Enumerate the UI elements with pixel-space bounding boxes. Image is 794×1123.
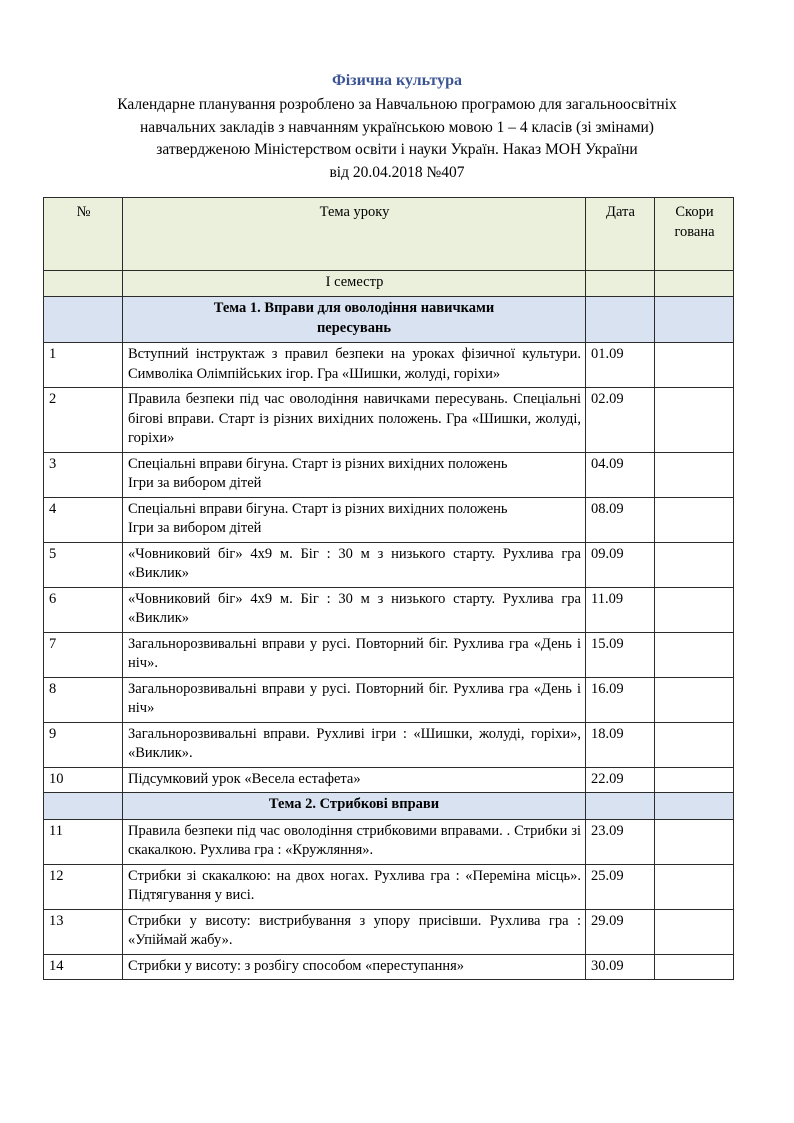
table-row bbox=[44, 909, 734, 954]
topic1-label bbox=[123, 297, 586, 343]
topic-band-row-1 bbox=[44, 297, 734, 343]
subtitle-line-2: навчальних закладів з навчанням українською мовою 1 – 4 класів (зі змінами) bbox=[140, 118, 654, 136]
row-corrected[interactable] bbox=[655, 542, 734, 587]
table-row bbox=[44, 343, 734, 388]
row-corrected[interactable] bbox=[655, 722, 734, 767]
document-subtitle bbox=[56, 94, 738, 184]
table-row bbox=[44, 819, 734, 864]
row-number: 10 bbox=[44, 767, 123, 793]
table-row bbox=[44, 722, 734, 767]
row-theme bbox=[123, 497, 586, 542]
semester-band-number-cell bbox=[44, 271, 123, 297]
row-theme-line1: Спеціальні вправи бігуна. Старт із різних вихідних положень bbox=[128, 455, 508, 472]
lesson-plan-body bbox=[44, 198, 734, 980]
row-number: 3 bbox=[44, 452, 123, 497]
row-corrected[interactable] bbox=[655, 388, 734, 453]
row-number: 7 bbox=[44, 632, 123, 677]
row-corrected[interactable] bbox=[655, 632, 734, 677]
table-row bbox=[44, 497, 734, 542]
semester-band-corrected-cell bbox=[655, 271, 734, 297]
row-theme: «Човниковий біг» 4х9 м. Біг : 30 м з низького старту. Рухлива гра «Виклик» bbox=[123, 542, 586, 587]
row-date: 29.09 bbox=[586, 909, 655, 954]
row-number: 8 bbox=[44, 677, 123, 722]
row-corrected[interactable] bbox=[655, 452, 734, 497]
topic1-date-cell bbox=[586, 297, 655, 343]
table-row bbox=[44, 542, 734, 587]
document-header bbox=[0, 0, 794, 184]
topic1-line1: Тема 1. Вправи для оволодіння навичками bbox=[213, 300, 495, 316]
lesson-plan-table bbox=[43, 197, 734, 980]
row-theme: «Човниковий біг» 4х9 м. Біг : 30 м з низького старту. Рухлива гра «Виклик» bbox=[123, 587, 586, 632]
subtitle-line-3: затвердженою Міністерством освіти і науки Україн. Наказ МОН України bbox=[156, 141, 638, 158]
row-corrected[interactable] bbox=[655, 819, 734, 864]
row-theme: Стрибки у висоту: вистрибування з упору присівши. Рухлива гра : «Упіймай жабу». bbox=[123, 909, 586, 954]
row-theme: Правила безпеки під час оволодіння навичками пересувань. Спеціальні бігові вправи. Старт із різних вихідних положень. Гра «Шишки, жолуді, горіхи» bbox=[123, 388, 586, 453]
lesson-plan-table-wrap bbox=[43, 197, 754, 980]
row-number: 6 bbox=[44, 587, 123, 632]
subtitle-line-1: Календарне планування розроблено за Навчальною програмою для загальноосвітніх bbox=[117, 96, 677, 113]
row-corrected[interactable] bbox=[655, 864, 734, 909]
topic2-corrected-cell bbox=[655, 793, 734, 820]
subtitle-line-4: від 20.04.2018 №407 bbox=[329, 163, 465, 181]
row-theme-line2: Ігри за вибором дітей bbox=[128, 475, 262, 491]
row-date: 04.09 bbox=[586, 452, 655, 497]
row-number: 5 bbox=[44, 542, 123, 587]
row-date: 11.09 bbox=[586, 587, 655, 632]
row-corrected[interactable] bbox=[655, 954, 734, 980]
topic-band-row-2 bbox=[44, 793, 734, 820]
row-number: 4 bbox=[44, 497, 123, 542]
table-row bbox=[44, 632, 734, 677]
row-theme: Правила безпеки під час оволодіння стрибковими вправами. . Стрибки зі скакалкою. Рухлива гра : «Кружляння». bbox=[123, 819, 586, 864]
semester-band-label: І семестр bbox=[123, 271, 586, 297]
topic2-date-cell bbox=[586, 793, 655, 820]
row-corrected[interactable] bbox=[655, 497, 734, 542]
topic1-corrected-cell bbox=[655, 297, 734, 343]
row-theme-line2: Ігри за вибором дітей bbox=[128, 520, 262, 536]
column-header-corrected-line2: гована bbox=[674, 223, 715, 240]
row-date: 08.09 bbox=[586, 497, 655, 542]
row-theme-line1: Спеціальні вправи бігуна. Старт із різних вихідних положень bbox=[128, 500, 508, 517]
row-corrected[interactable] bbox=[655, 677, 734, 722]
row-date: 09.09 bbox=[586, 542, 655, 587]
row-theme: Загальнорозвивальні вправи. Рухливі ігри : «Шишки, жолуді, горіхи», «Виклик». bbox=[123, 722, 586, 767]
row-theme bbox=[123, 452, 586, 497]
table-row bbox=[44, 677, 734, 722]
row-number: 12 bbox=[44, 864, 123, 909]
row-number: 1 bbox=[44, 343, 123, 388]
row-date: 23.09 bbox=[586, 819, 655, 864]
column-header-number: № bbox=[44, 198, 123, 271]
column-header-theme: Тема уроку bbox=[123, 198, 586, 271]
semester-band-row bbox=[44, 271, 734, 297]
topic2-label: Тема 2. Стрибкові вправи bbox=[123, 793, 586, 820]
table-row bbox=[44, 452, 734, 497]
row-number: 2 bbox=[44, 388, 123, 453]
row-theme: Вступний інструктаж з правил безпеки на уроках фізичної культури. Символіка Олімпійських ігор. Гра «Шишки, жолуді, горіхи» bbox=[123, 343, 586, 388]
row-date: 02.09 bbox=[586, 388, 655, 453]
row-theme: Загальнорозвивальні вправи у русі. Повторний біг. Рухлива гра «День і ніч». bbox=[123, 632, 586, 677]
row-date: 30.09 bbox=[586, 954, 655, 980]
row-date: 15.09 bbox=[586, 632, 655, 677]
column-header-date: Дата bbox=[586, 198, 655, 271]
row-theme: Загальнорозвивальні вправи у русі. Повторний біг. Рухлива гра «День і ніч» bbox=[123, 677, 586, 722]
topic1-line2: пересувань bbox=[316, 319, 392, 336]
table-row bbox=[44, 388, 734, 453]
row-date: 16.09 bbox=[586, 677, 655, 722]
row-corrected[interactable] bbox=[655, 767, 734, 793]
row-theme: Підсумковий урок «Весела естафета» bbox=[123, 767, 586, 793]
row-theme: Стрибки у висоту: з розбігу способом «переступання» bbox=[123, 954, 586, 980]
row-date: 25.09 bbox=[586, 864, 655, 909]
row-theme: Стрибки зі скакалкою: на двох ногах. Рухлива гра : «Переміна місць». Підтягування у висі. bbox=[123, 864, 586, 909]
row-corrected[interactable] bbox=[655, 909, 734, 954]
table-header-row bbox=[44, 198, 734, 271]
table-row bbox=[44, 587, 734, 632]
topic1-number-cell bbox=[44, 297, 123, 343]
page-title: Фізична культура bbox=[331, 72, 463, 89]
row-number: 13 bbox=[44, 909, 123, 954]
row-date: 18.09 bbox=[586, 722, 655, 767]
table-row bbox=[44, 864, 734, 909]
row-corrected[interactable] bbox=[655, 587, 734, 632]
topic2-number-cell bbox=[44, 793, 123, 820]
row-date: 22.09 bbox=[586, 767, 655, 793]
column-header-corrected bbox=[655, 198, 734, 271]
row-number: 11 bbox=[44, 819, 123, 864]
column-header-corrected-line1: Скори bbox=[675, 204, 714, 220]
row-number: 9 bbox=[44, 722, 123, 767]
semester-band-date-cell bbox=[586, 271, 655, 297]
table-row bbox=[44, 767, 734, 793]
row-date: 01.09 bbox=[586, 343, 655, 388]
table-row bbox=[44, 954, 734, 980]
row-corrected[interactable] bbox=[655, 343, 734, 388]
row-number: 14 bbox=[44, 954, 123, 980]
